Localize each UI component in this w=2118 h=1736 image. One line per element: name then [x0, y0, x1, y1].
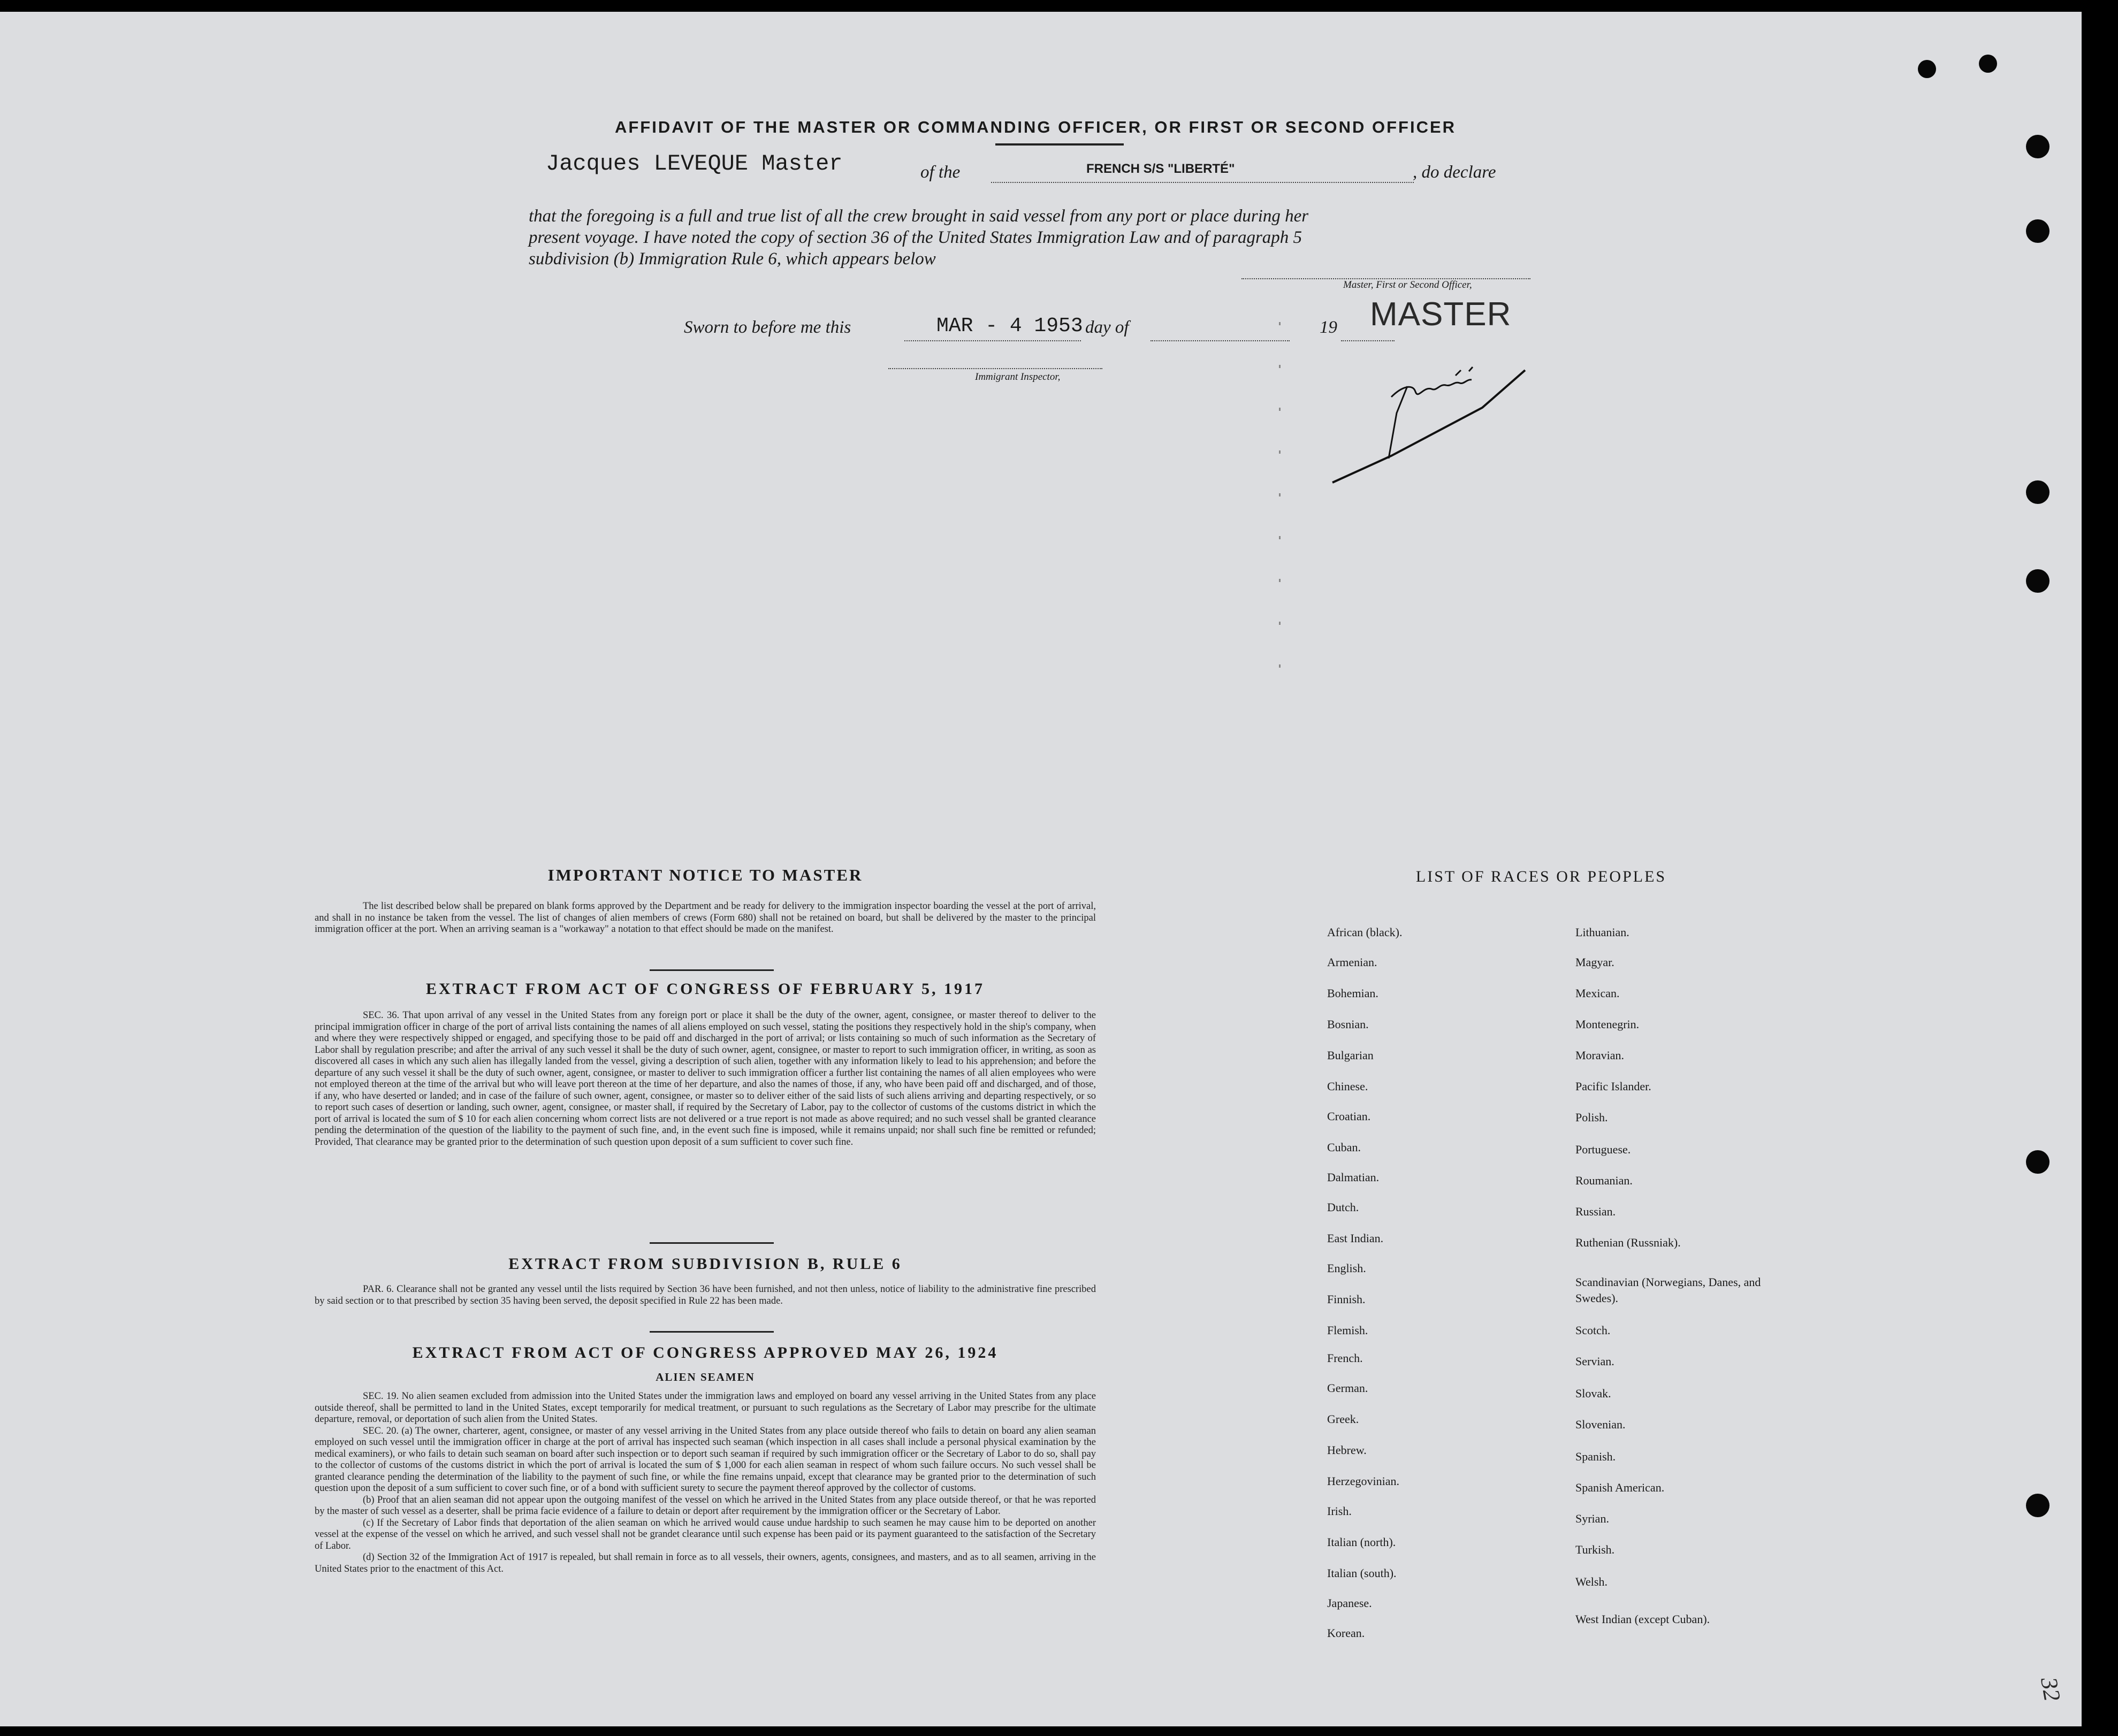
year-prefix: 19: [1320, 318, 1337, 337]
race-item: Cuban.: [1327, 1141, 1361, 1154]
sworn-label: Sworn to before me this: [684, 318, 851, 337]
extract-1924-title: EXTRACT FROM ACT OF CONGRESS APPROVED MAY 26, 1924: [412, 1344, 999, 1362]
race-item: Servian.: [1575, 1355, 1614, 1368]
extract-1917-paragraph: SEC. 36. That upon arrival of any vessel in the United States from any foreign port or place it shall be the duty of the owner, agent, consignee, or master thereof to deliver to the principal immigration officer in charge of the port of arrival lists containing the names of all aliens employed on such vessel, stating the positions they respectively hold in the ship's company, when and where they were respectively shipped or engaged, and specifying those to be paid off and discharged in the port of arrival; or lists containing so much of such information as the Secretary of Labor shall by regulation prescribe; and after the arrival of any such vessel it shall be the duty of such owner, agent, consignee, or master to report to such immigration officer, in writing, as soon as discovered all cases in which any such alien has illegally landed from the vessel, giving a description of such alien, together with any information likely to lead to his apprehension; and before the departure of any such vessel it shall be the duty of such owner, agent, consignee, or master to deliver to such immigration officer a further list containing the names of all alien employees who were not employed thereon at the time of the arrival but who will leave port thereon at the time of her departure, and also the names of those, if any, who have been paid off and discharged, and of those, if any, who have deserted or landed; and in case of the failure of such owner, agent, consignee, or master so to deliver either of the said lists of such aliens arriving and departing respectively, or so to report such cases of desertion or landing, such owner, agent, consignee, or master shall, if required by the Secretary of Labor, pay to the collector of customs of the customs district in which the port of arrival is located the sum of $ 10 for each alien concerning whom correct lists are not delivered or a true report is not made as above required; and no such vessel shall be granted clearance pending the determination of the question of the liability to the payment of such fine, and, in the event such fine is imposed, while it remains unpaid; nor shall such fine be remitted or refunded; Provided, That clearance may be granted prior to the determination of such question upon deposit of a sum sufficient to cover such fine.: [315, 1010, 1096, 1148]
do-declare-label: , do declare: [1413, 163, 1496, 182]
extract-1924-sec20d: (d) Section 32 of the Immigration Act of 1917 is repealed, but shall remain in force as to all vessels, their owners, agents, consignees, and masters, and as to all seamen, arriving in the United States prior to the enactment of this Act.: [315, 1552, 1096, 1574]
notice-title: IMPORTANT NOTICE TO MASTER: [547, 866, 863, 884]
race-item: Herzegovinian.: [1327, 1474, 1399, 1488]
notice-body: [315, 901, 1096, 936]
extract-1924-sec20c: (c) If the Secretary of Labor finds that deportation of the alien seaman on which he arrived would cause undue hardship to such seamen he may cause him to be deported on another vessel at the expense of the vessel on which he arrived, and such vessel shall not be grandet clearance until such expense has been paid or its payment guaranteed to the satisfaction of the Secretary of Labor.: [315, 1517, 1096, 1551]
extract-1924-sec19: SEC. 19. No alien seamen excluded from admission into the United States under the immigration laws and employed on board any vessel arriving in the United States from any place outside thereof, shall be permitted to land in the United States, except temporarily for medical treatment, or pursuant to such regulations as the Secretary of Labor may prescribe for the ultimate departure, removal, or deportation of such alien from the United States.: [315, 1391, 1096, 1425]
fold-mark: [1279, 322, 1281, 686]
race-item: Korean.: [1327, 1626, 1365, 1640]
race-item: Spanish American.: [1575, 1481, 1665, 1494]
affidavit-line-2: that the foregoing is a full and true list of all the crew brought in said vessel from any port or place during her: [529, 207, 1309, 226]
race-item: English.: [1327, 1261, 1366, 1275]
extract-1917-body: [315, 1010, 1096, 1148]
affidavit-heading: AFFIDAVIT OF THE MASTER OR COMMANDING OFFICER, OR FIRST OR SECOND OFFICER: [614, 118, 1457, 136]
race-item: Flemish.: [1327, 1324, 1368, 1337]
extract-1924-sec20b: (b) Proof that an alien seaman did not appear upon the outgoing manifest of the vessel on which he arrived in the United States from any place outside thereof, or that he was reported by the master of such vessel as a deserter, shall be prima facie evidence of a failure to detain or deport after requirement by the immigration officer or the Secretary of Labor.: [315, 1494, 1096, 1517]
race-item: African (black).: [1327, 926, 1403, 939]
race-item: Greek.: [1327, 1412, 1359, 1426]
race-item: German.: [1327, 1381, 1368, 1395]
page-number: 32: [2036, 1675, 2066, 1703]
extract-1917-divider: [650, 1242, 774, 1244]
race-item: Bulgarian: [1327, 1049, 1374, 1062]
binder-hole: [2026, 219, 2050, 243]
vessel-name: FRENCH S/S "LIBERTÉ": [1086, 162, 1235, 176]
races-title: LIST OF RACES OR PEOPLES: [1415, 868, 1667, 885]
race-item: Pacific Islander.: [1575, 1080, 1651, 1093]
race-item: Ruthenian (Russniak).: [1575, 1236, 1681, 1249]
binder-hole: [2026, 480, 2050, 504]
extract-1917-title: EXTRACT FROM ACT OF CONGRESS OF FEBRUARY 5, 1917: [425, 980, 985, 998]
race-item: Roumanian.: [1575, 1174, 1633, 1187]
race-item: Moravian.: [1575, 1049, 1625, 1062]
race-item: West Indian (except Cuban).: [1575, 1612, 1710, 1626]
race-item: Scotch.: [1575, 1324, 1611, 1337]
race-item: Chinese.: [1327, 1080, 1368, 1093]
of-the-label: of the: [920, 163, 961, 182]
race-item: Bosnian.: [1327, 1018, 1369, 1031]
race-item: Slovenian.: [1575, 1418, 1626, 1431]
race-item: Portuguese.: [1575, 1143, 1631, 1156]
race-item: Hebrew.: [1327, 1443, 1367, 1457]
binder-hole: [1918, 60, 1936, 78]
race-item: Scandinavian (Norwegians, Danes, and Swedes).: [1575, 1275, 1761, 1305]
extract-rule6-paragraph: PAR. 6. Clearance shall not be granted any vessel until the lists required by Section 36 have been furnished, and not then unless, notice of liability to the administrative fine prescribed by said section or to that prescribed by section 35 having been served, the deposit specified in Rule 22 has been made.: [315, 1284, 1096, 1306]
race-item: Welsh.: [1575, 1575, 1607, 1588]
race-item: Bohemian.: [1327, 986, 1378, 1000]
day-of-label: day of: [1085, 318, 1129, 337]
affidavit-line-1: [546, 151, 1541, 182]
document-sheet: [0, 12, 2082, 1726]
race-item: Lithuanian.: [1575, 926, 1629, 939]
master-name: Jacques LEVEQUE Master: [546, 151, 843, 177]
inspector-signature-line: [888, 368, 1102, 369]
extract-rule6-title: EXTRACT FROM SUBDIVISION B, RULE 6: [508, 1255, 902, 1273]
sworn-date-line: [904, 340, 1081, 341]
race-item: Russian.: [1575, 1205, 1616, 1218]
race-item: Mexican.: [1575, 986, 1620, 1000]
extract-rule6-body: [315, 1284, 1096, 1307]
binder-hole: [2026, 569, 2050, 593]
officer-stamp: MASTER: [1370, 296, 1512, 333]
binder-hole: [1979, 55, 1997, 73]
heading-divider: [995, 143, 1124, 146]
race-item: Italian (north).: [1327, 1535, 1396, 1549]
month-line: [1151, 340, 1290, 341]
race-item: Italian (south).: [1327, 1566, 1397, 1580]
race-item: Japanese.: [1327, 1596, 1372, 1610]
race-item: Finnish.: [1327, 1293, 1366, 1306]
race-item: Syrian.: [1575, 1512, 1609, 1525]
extract-1924-body: [315, 1391, 1096, 1575]
race-item: French.: [1327, 1351, 1363, 1365]
affidavit-line-4: subdivision (b) Immigration Rule 6, which appears below: [529, 249, 936, 269]
binder-hole: [2026, 1494, 2050, 1517]
inspector-caption: Immigrant Inspector,: [975, 371, 1061, 383]
race-item: East Indian.: [1327, 1232, 1384, 1245]
race-item: Spanish.: [1575, 1450, 1616, 1463]
officer-caption: Master, First or Second Officer,: [1343, 279, 1472, 290]
affidavit-line-3: present voyage. I have noted the copy of section 36 of the United States Immigration Law and of paragraph 5: [529, 228, 1302, 247]
vessel-name-line: [991, 182, 1414, 183]
extract-1924-sec20a: SEC. 20. (a) The owner, charterer, agent, consignee, or master of any vessel arriving in the United States from any place outside thereof who fails to detain on board any alien seaman employed on such vessel until the immigration officer in charge at the port of arrival has inspected such seaman (which inspection in all cases shall include a personal physical examination by the medical examiners), or who fails to detain such seaman on board after such inspection or to deport such seaman if required by such immigration officer or the Secretary of Labor to do so, shall pay to the collector of customs of the customs district in which the port of arrival is located the sum of $ 1,000 for each alien seaman in respect of whom such failure occurs. No such vessel shall be granted clearance pending the determination of the liability to the payment of such fine, or while the fine remains unpaid, except that clearance may be granted prior to the determination of such question upon the deposit of a sum sufficient to cover such fine, or of a bond with sufficient surety to secure the payment thereof approved by the collector of customs.: [315, 1425, 1096, 1494]
race-item: Croatian.: [1327, 1110, 1371, 1123]
race-item: Dalmatian.: [1327, 1171, 1380, 1184]
sworn-date: MAR - 4 1953: [936, 315, 1083, 338]
race-item: Montenegrin.: [1575, 1018, 1640, 1031]
notice-divider: [650, 969, 774, 971]
race-item: Slovak.: [1575, 1387, 1611, 1400]
binder-hole: [2026, 135, 2050, 158]
race-item: Turkish.: [1575, 1543, 1615, 1556]
binder-hole: [2026, 1150, 2050, 1174]
extract-rule6-divider: [650, 1331, 774, 1333]
notice-paragraph: The list described below shall be prepared on blank forms approved by the Department and be ready for delivery to the immigration inspector boarding the vessel at the port of arrival, and shall in no instance be taken from the vessel. The list of changes of alien members of crews (Form 680) shall not be retained on board, but shall be delivered by the master to the principal immigration officer at the port. When an arriving seaman is a "workaway" a notation to that effect should be made on the manifest.: [315, 901, 1096, 935]
handwritten-signature: [1327, 333, 1536, 493]
extract-1924-subtitle: ALIEN SEAMEN: [656, 1371, 755, 1383]
race-item: Dutch.: [1327, 1200, 1359, 1214]
race-item: Armenian.: [1327, 955, 1377, 969]
race-item: Polish.: [1575, 1111, 1608, 1124]
race-item: Magyar.: [1575, 955, 1614, 969]
race-item: Irish.: [1327, 1504, 1352, 1518]
